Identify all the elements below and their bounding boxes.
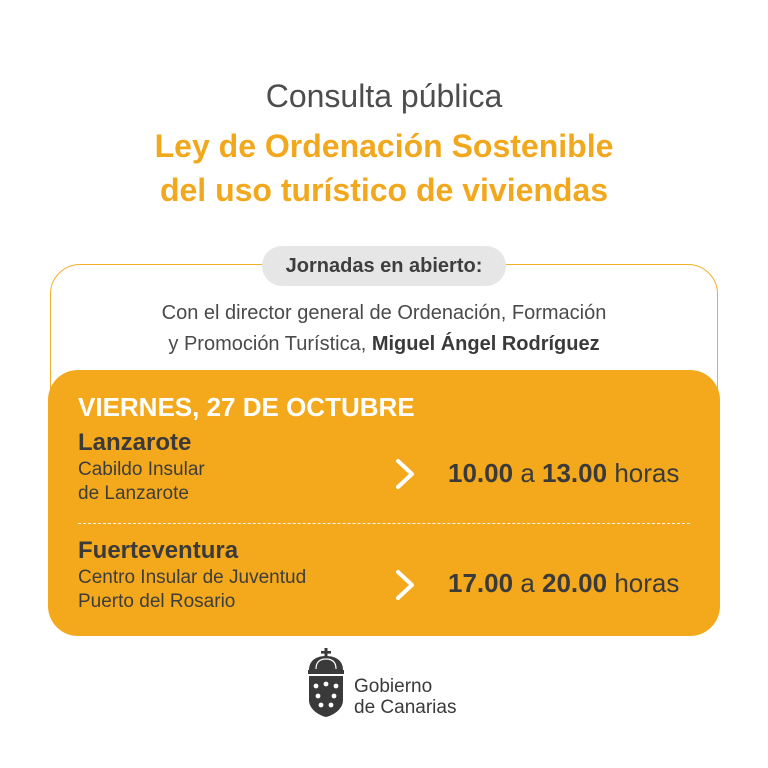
end-time: 13.00 [542,458,608,488]
director-name: Miguel Ángel Rodríguez [371,333,600,355]
venue-line1: Centro Insular de Juventud [78,567,307,588]
title-consulta: Consulta pública [265,78,503,114]
session-lanzarote [78,428,205,506]
session-hours [448,458,679,489]
jornadas-label: Jornadas en abierto: [262,246,506,286]
time-connector: a [520,458,535,488]
start-time: 10.00 [448,458,514,488]
org-line2: de Canarias [354,697,457,718]
org-name [354,676,456,718]
session-divider [78,523,690,524]
session-fuerteventura [78,536,306,614]
island-name: Lanzarote [78,429,192,456]
start-time: 17.00 [448,568,514,598]
intro-text [0,298,768,360]
intro-line1: Con el director general de Ordenación, Formación [161,302,607,324]
venue-line2: de Lanzarote [78,483,189,504]
schedule-box [48,370,720,636]
coat-of-arms-icon [304,648,348,718]
title-ley [0,124,768,212]
venue-line2: Puerto del Rosario [78,591,236,612]
end-time: 20.00 [542,568,608,598]
time-connector: a [520,568,535,598]
event-date: VIERNES, 27 DE OCTUBRE [78,392,415,422]
venue-line1: Cabildo Insular [78,459,205,480]
org-line1: Gobierno [354,676,433,697]
session-hours [448,568,679,599]
title-ley-line2: del uso turístico de viviendas [159,172,609,208]
title-ley-line1: Ley de Ordenación Sostenible [154,128,614,164]
chevron-right-icon [392,568,418,602]
island-name: Fuerteventura [78,537,239,564]
chevron-right-icon [392,457,418,491]
intro-line2-prefix: y Promoción Turística, [168,333,372,355]
intro-line2 [0,329,768,360]
time-unit: horas [614,568,680,598]
time-unit: horas [614,458,680,488]
